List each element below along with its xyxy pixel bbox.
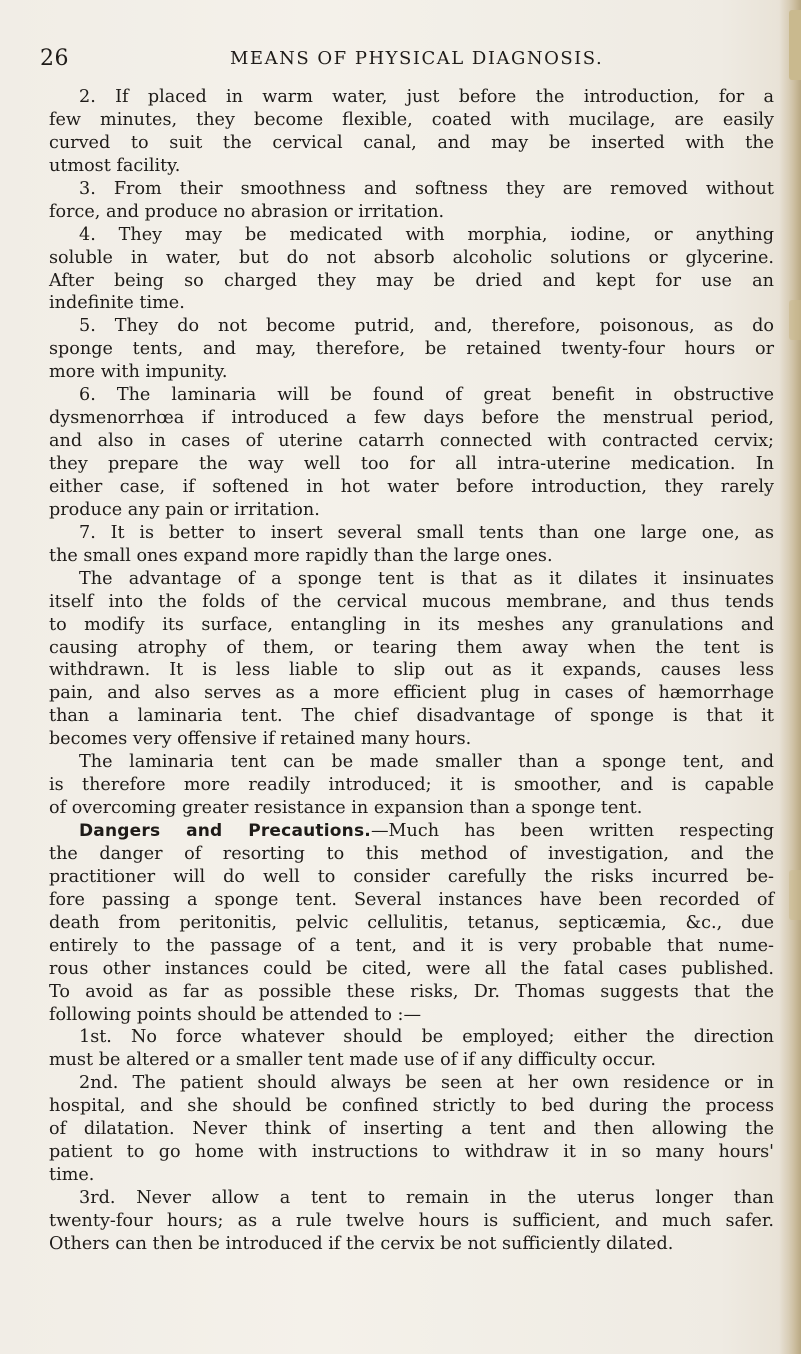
text-line: practitioner will do well to consider carefully the risks incurred be- (49, 866, 774, 887)
text-line: 4. They may be medicated with morphia, iodine, or anything (79, 224, 774, 245)
text-line: soluble in water, but do not absorb alcoholic solutions or glycerine. (49, 247, 774, 268)
text-line: to modify its surface, entangling in its meshes any granulations and (49, 614, 774, 635)
spine-tab-mark (789, 870, 801, 920)
running-head: MEANS OF PHYSICAL DIAGNOSIS. (230, 48, 604, 69)
text-line: utmost facility. (49, 155, 181, 176)
text-line: hospital, and she should be confined strictly to bed during the process (49, 1096, 774, 1117)
text-line: entirely to the passage of a tent, and it is very probable that nume- (49, 935, 774, 956)
text-line: they prepare the way well too for all intra-uterine medication. In (49, 454, 774, 474)
text-line: death from peritonitis, pelvic cellulitis, tetanus, septicæmia, &c., due (49, 912, 774, 933)
text-line: twenty-four hours; as a rule twelve hours is sufficient, and much safer. (49, 1210, 774, 1231)
text-line: Others can then be introduced if the cervix be not sufficiently dilated. (49, 1233, 674, 1254)
text-line: following points should be attended to :— (49, 1004, 422, 1025)
text-line: and also in cases of uterine catarrh connected with contracted cervix; (49, 431, 774, 452)
text-line: must be altered or a smaller tent made use of if any difficulty occur. (49, 1050, 656, 1071)
text-line: the danger of resorting to this method of investigation, and the (49, 843, 774, 864)
text-line: than a laminaria tent. The chief disadvantage of sponge is that it (49, 706, 774, 727)
text-line: 7. It is better to insert several small tents than one large one, as (79, 522, 774, 543)
text-line: the small ones expand more rapidly than the large ones. (49, 545, 553, 566)
text-line: 2nd. The patient should always be seen at her own residence or in (79, 1073, 774, 1094)
text-line: few minutes, they become flexible, coated with mucilage, are easily (49, 109, 774, 130)
text-line: causing atrophy of them, or tearing them away when the tent is (49, 637, 774, 658)
text-line: The advantage of a sponge tent is that as it dilates it insinuates (79, 568, 774, 589)
text-line: 3rd. Never allow a tent to remain in the uterus longer than (79, 1188, 774, 1208)
text-line: 1st. No force whatever should be employed; either the direction (79, 1027, 774, 1048)
text-line: The laminaria tent can be made smaller than a sponge tent, and (79, 752, 774, 773)
line-text: —Much has been written respecting (370, 821, 774, 841)
spine-tab-mark (789, 10, 801, 80)
text-line (49, 820, 774, 843)
text-line: produce any pain or irritation. (49, 499, 320, 520)
text-line: rous other instances could be cited, were all the fatal cases published. (49, 958, 774, 979)
text-line: either case, if softened in hot water before introduction, they rarely (49, 476, 774, 497)
text-line: sponge tents, and may, therefore, be retained twenty-four hours or (49, 339, 774, 360)
text-line: patient to go home with instructions to withdraw it in so many hours' (49, 1142, 774, 1163)
text-line: is therefore more readily introduced; it is smoother, and is capable (49, 775, 774, 796)
page-header (40, 46, 778, 78)
text-line: To avoid as far as possible these risks, Dr. Thomas suggests that the (49, 981, 774, 1002)
text-line: 2. If placed in warm water, just before the introduction, for a (79, 87, 774, 107)
text-line: 5. They do not become putrid, and, therefore, poisonous, as do (79, 316, 774, 337)
page-spine-edge (779, 0, 801, 1354)
text-line: fore passing a sponge tent. Several instances have been recorded of (49, 889, 774, 910)
text-line: of dilatation. Never think of inserting a tent and then allowing the (49, 1119, 774, 1140)
body-text (49, 86, 774, 1256)
text-line: of overcoming greater resistance in expansion than a sponge tent. (49, 798, 643, 819)
text-line: 6. The laminaria will be found of great benefit in obstructive (79, 385, 774, 406)
text-line: itself into the folds of the cervical mucous membrane, and thus tends (49, 591, 774, 612)
text-line: time. (49, 1165, 95, 1186)
text-line: dysmenorrhœa if introduced a few days before the menstrual period, (49, 408, 774, 429)
text-line: After being so charged they may be dried and kept for use an (49, 270, 774, 291)
text-line: more with impunity. (49, 362, 228, 383)
page-number: 26 (40, 46, 69, 71)
section-heading: Dangers and Precautions. (79, 821, 371, 841)
text-line: becomes very offensive if retained many hours. (49, 729, 472, 750)
text-line: pain, and also serves as a more efficient plug in cases of hæmorrhage (49, 683, 774, 704)
spine-tab-mark (789, 300, 801, 340)
text-line: force, and produce no abrasion or irritation. (49, 201, 445, 222)
text-line: indefinite time. (49, 293, 185, 314)
text-line: curved to suit the cervical canal, and may be inserted with the (49, 132, 774, 153)
text-line: withdrawn. It is less liable to slip out as it expands, causes less (49, 660, 774, 681)
text-line: 3. From their smoothness and softness they are removed without (79, 178, 774, 199)
